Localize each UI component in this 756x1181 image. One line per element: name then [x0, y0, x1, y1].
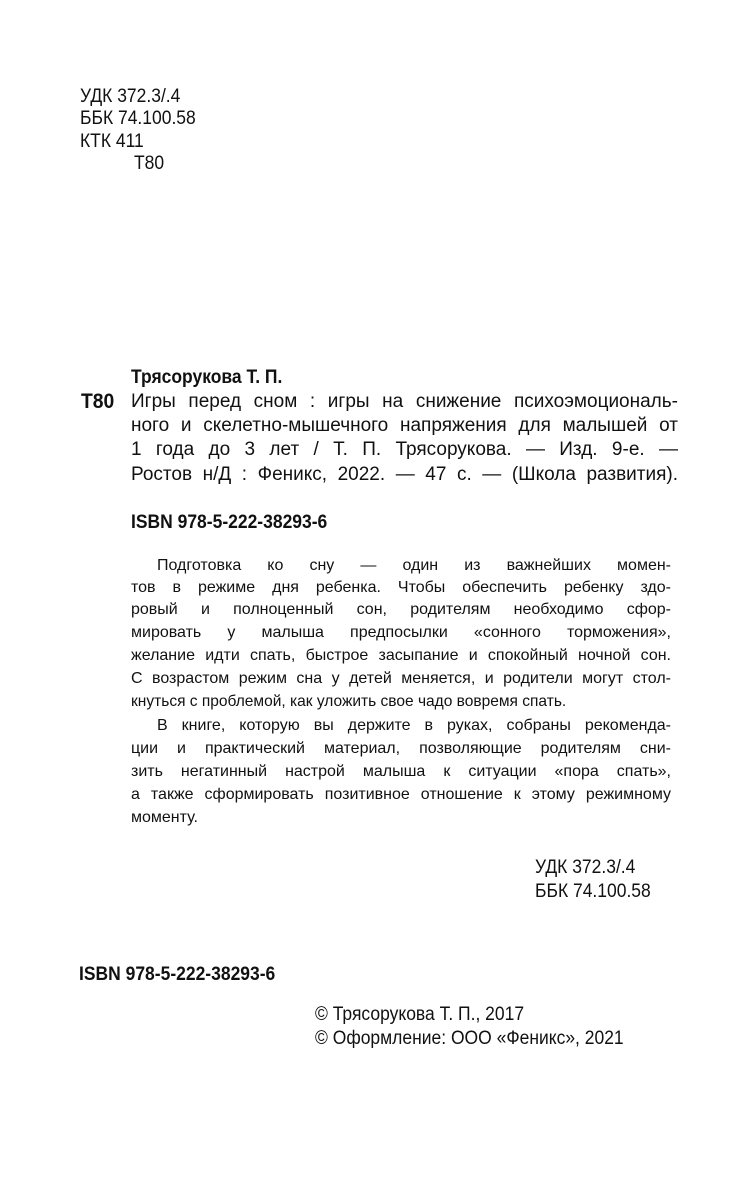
- ktk-code: КТК 411: [80, 131, 144, 152]
- author-mark-top: Т80: [134, 153, 165, 174]
- bibliography-line: 1 года до 3 лет / Т. П. Трясорукова. — Изд. 9-е. —: [131, 439, 678, 460]
- annotation-line: а также сформировать позитивное отношение к этому режимному: [131, 786, 671, 803]
- annotation-line: тов в режиме дня ребенка. Чтобы обеспечить ребенку здо-: [131, 579, 671, 596]
- bibliography-line: Ростов н/Д : Феникс, 2022. — 47 с. — (Школа развития).: [131, 464, 678, 485]
- annotation-line: ровый и полноценный сон, родителям необходимо сфор-: [131, 601, 671, 618]
- annotation-line: желание идти спать, быстрое засыпание и спокойный ночной сон.: [131, 647, 671, 664]
- annotation-line: моменту.: [131, 809, 198, 826]
- footer-isbn: ISBN 978-5-222-38293-6: [79, 964, 276, 985]
- bibliography-line: ного и скелетно-мышечного напряжения для малышей от: [131, 415, 678, 436]
- copyright-author: © Трясорукова Т. П., 2017: [315, 1004, 525, 1025]
- bbk-code-bottom: ББК 74.100.58: [535, 881, 651, 902]
- udk-code: УДК 372.3/.4: [80, 86, 181, 107]
- annotation-line: Подготовка ко сну — один из важнейших момен-: [157, 557, 671, 574]
- bibliography-mark: Т80: [81, 390, 115, 413]
- bibliography-isbn: ISBN 978-5-222-38293-6: [131, 512, 328, 533]
- bibliography-author: Трясорукова Т. П.: [131, 367, 283, 388]
- annotation-line: кнуться с проблемой, как уложить свое чадо вовремя спать.: [131, 693, 567, 710]
- annotation-line: мировать у малыша предпосылки «сонного торможения»,: [131, 624, 671, 641]
- bbk-code: ББК 74.100.58: [80, 108, 196, 129]
- bibliography-line: Игры перед сном : игры на снижение психоэмоциональ-: [131, 391, 678, 412]
- annotation-line: В книге, которую вы держите в руках, собраны рекоменда-: [157, 717, 671, 734]
- annotation-line: С возрастом режим сна у детей меняется, и родители могут стол-: [131, 670, 671, 687]
- annotation-line: ции и практический материал, позволяющие родителям сни-: [131, 740, 671, 757]
- copyright-design: © Оформление: ООО «Феникс», 2021: [315, 1028, 624, 1049]
- annotation-line: зить негатинный настрой малыша к ситуации «пора спать»,: [131, 763, 671, 780]
- udk-code-bottom: УДК 372.3/.4: [535, 857, 636, 878]
